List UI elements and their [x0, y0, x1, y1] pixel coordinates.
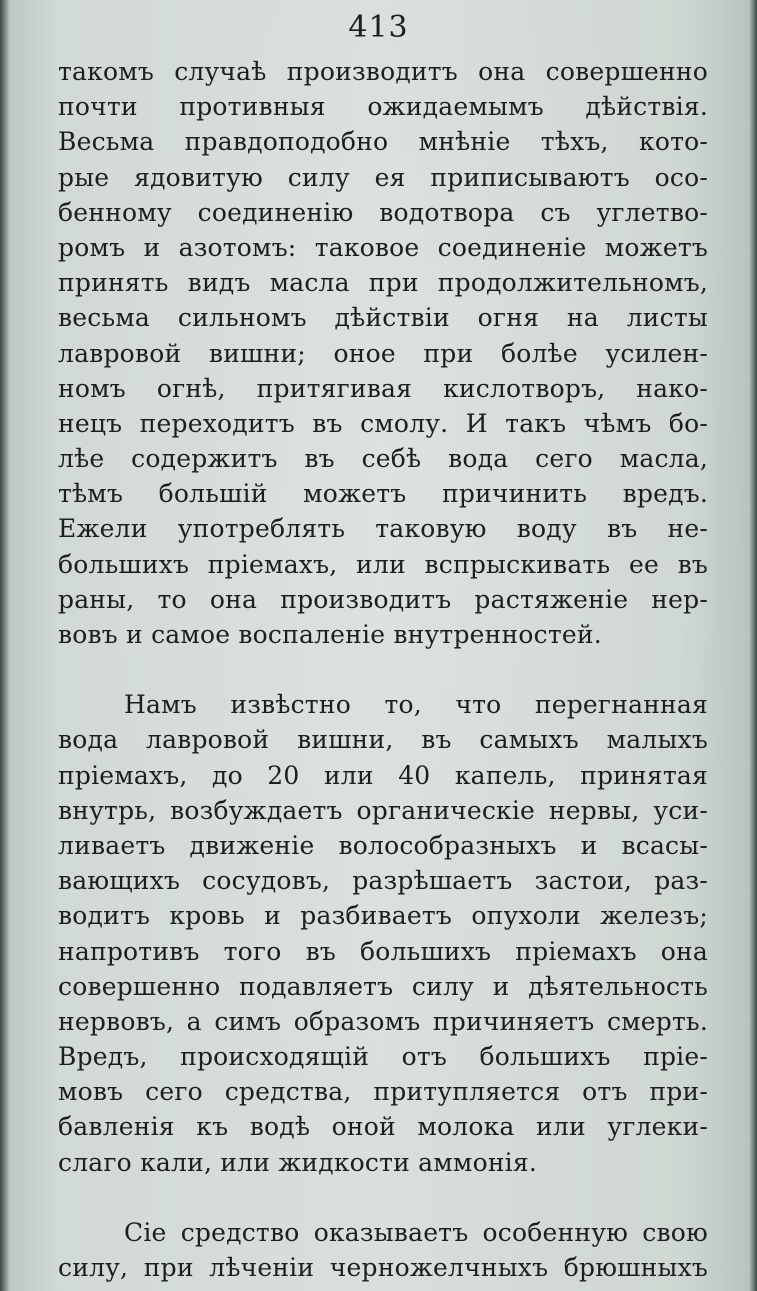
text-line: Вредъ, происходящій отъ большихъ пріе- — [58, 1042, 708, 1072]
text-line: пріемахъ, до 20 или 40 капель, принятая — [58, 760, 708, 790]
text-line: Весьма правдоподобно мнѣніе тѣхъ, кото- — [58, 127, 708, 157]
text-line: тѣмъ большій можетъ причинить вредъ. — [58, 479, 708, 509]
text-line: нецъ переходитъ въ смолу. И такъ чѣмъ бо- — [58, 408, 708, 438]
text-line: внутрь, возбуждаетъ органическіе нервы, уси- — [58, 795, 708, 825]
text-line: номъ огнѣ, притягивая кислотворъ, нако- — [58, 373, 708, 403]
page-number: 413 — [348, 10, 409, 45]
text-line: совершенно подавляетъ силу и дѣятельность — [58, 971, 708, 1001]
paragraph-2 — [58, 687, 708, 1180]
text-line: принять видъ масла при продолжительномъ, — [58, 268, 708, 298]
text-line: вающихъ сосудовъ, разрѣшаетъ застои, раз- — [58, 866, 708, 896]
text-line: весьма сильномъ дѣйствіи огня на листы — [58, 303, 708, 333]
text-line: вовъ и самое воспаленіе внутренностей. — [58, 620, 602, 649]
paragraph-3 — [58, 1215, 708, 1285]
text-line: раны, то она производитъ растяженіе нер- — [58, 584, 708, 614]
text-line: напротивъ того въ большихъ пріемахъ она — [58, 936, 708, 966]
text-line: Ежели употреблять таковую воду въ не- — [58, 514, 708, 544]
text-line: бенному соединенію водотвора съ углетво- — [58, 197, 708, 227]
body-text — [58, 54, 708, 1285]
text-line: слаго кали, или жидкости аммонія. — [58, 1147, 537, 1177]
text-line: рые ядовитую силу ея приписываютъ осо- — [58, 162, 708, 192]
text-line: водитъ кровь и разбиваетъ опухоли железъ; — [58, 901, 708, 931]
text-line: лавровой вишни; оное при болѣе усилен- — [58, 338, 708, 368]
text-line: нервовъ, а симъ образомъ причиняетъ смерть. — [58, 1006, 708, 1036]
text-line: ромъ и азотомъ: таковое соединеніе можетъ — [58, 232, 708, 262]
text-line: лѣе содержитъ въ себѣ вода сего масла, — [58, 444, 708, 474]
text-line: мовъ сего средства, притупляется отъ при- — [58, 1077, 708, 1107]
paragraph-gap — [58, 652, 708, 687]
text-line: ливаетъ движеніе волособразныхъ и всасы- — [58, 830, 708, 860]
paragraph-1 — [58, 54, 708, 652]
page-edge-left — [0, 0, 10, 1291]
text-line: такомъ случаѣ производитъ она совершенно — [58, 57, 708, 86]
text-line: Сіе средство оказываетъ особенную свою — [124, 1217, 708, 1247]
paragraph-gap — [58, 1180, 708, 1215]
text-line: большихъ пріемахъ, или вспрыскивать ее въ — [58, 549, 708, 579]
text-line: силу, при лѣченіи черножелчныхъ брюшныхъ — [58, 1253, 708, 1282]
text-line: вода лавровой вишни, въ самыхъ малыхъ — [58, 725, 708, 755]
text-line: Намъ извѣстно то, что перегнанная — [124, 690, 708, 720]
text-line: бавленія къ водѣ оной молока или углеки- — [58, 1112, 708, 1142]
text-line: почти противныя ожидаемымъ дѣйствія. — [58, 92, 708, 122]
page-edge-right — [749, 0, 757, 1291]
